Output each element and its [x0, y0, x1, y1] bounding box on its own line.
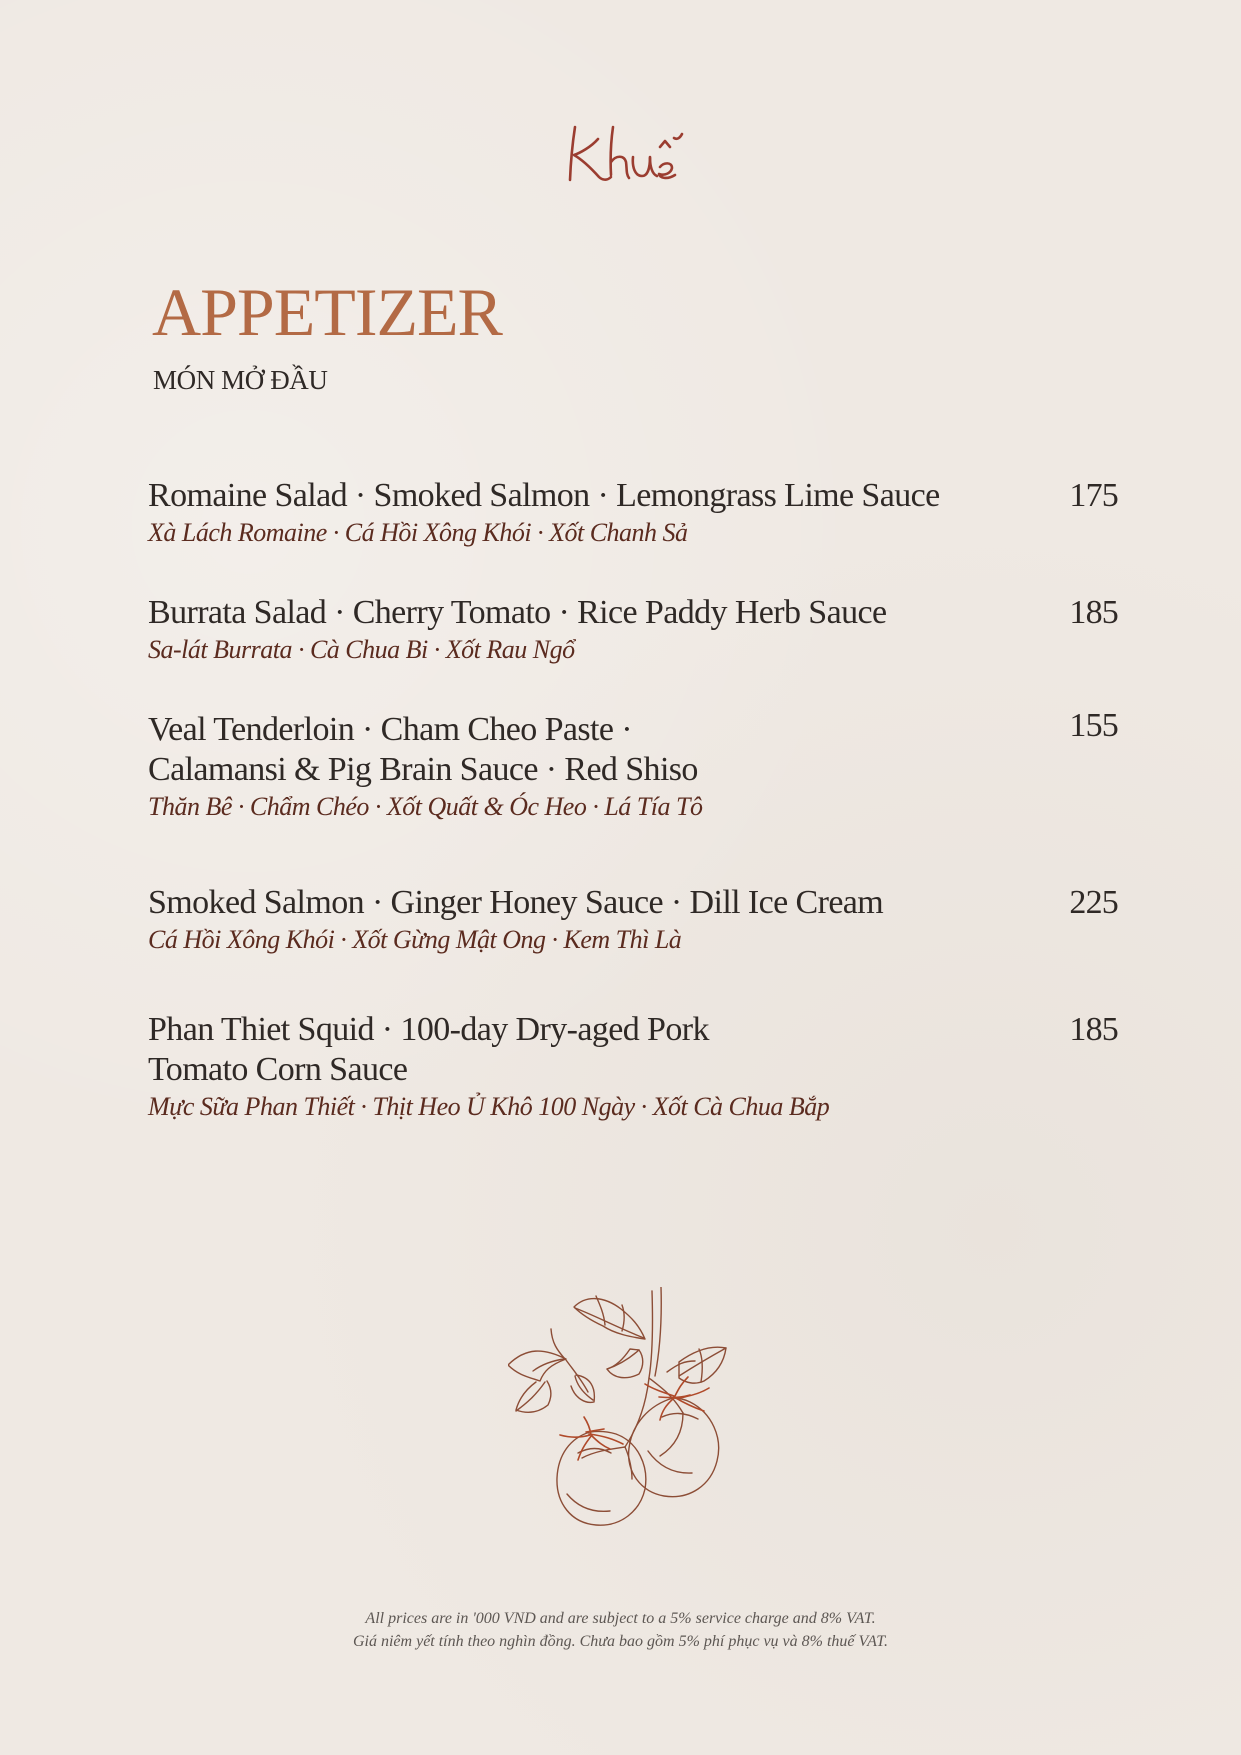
menu-item-english-line-1: Veal Tenderloin · Cham Cheo Paste · [148, 711, 632, 748]
menu-item-price: 185 [1069, 1011, 1118, 1048]
menu-item-vietnamese: Thăn Bê · Chẩm Chéo · Xốt Quất & Óc Heo · Lá Tía Tô [148, 792, 703, 821]
menu-item [148, 1010, 1118, 1123]
section-subtitle: MÓN MỞ ĐẦU [153, 365, 328, 395]
menu-item-english-line-2: Calamansi & Pig Brain Sauce · Red Shiso [148, 751, 698, 788]
footer-english-note: All prices are in '000 VND and are subject to a 5% service charge and 8% VAT. [365, 1610, 876, 1627]
menu-item-price: 185 [1069, 594, 1118, 631]
menu-item-vietnamese: Sa-lát Burrata · Cà Chua Bi · Xốt Rau Ngổ [148, 635, 575, 664]
menu-item-vietnamese: Cá Hồi Xông Khói · Xốt Gừng Mật Ong · Kem Thì Là [148, 925, 682, 954]
menu-item [148, 593, 1118, 666]
menu-item [148, 707, 1118, 823]
menu-item-english-line-1: Phan Thiet Squid · 100-day Dry-aged Pork [148, 1011, 709, 1048]
khue-logo [556, 120, 686, 192]
menu-item-price: 155 [1069, 707, 1118, 744]
menu-item-price: 175 [1069, 477, 1118, 514]
menu-item-english: Smoked Salmon · Ginger Honey Sauce · Dill Ice Cream [148, 884, 884, 921]
menu-item [148, 476, 1118, 549]
section-title: APPETIZER [152, 274, 502, 350]
menu-item-english: Burrata Salad · Cherry Tomato · Rice Paddy Herb Sauce [148, 594, 887, 631]
menu-item-price: 225 [1069, 884, 1118, 921]
menu-item-vietnamese: Mực Sữa Phan Thiết · Thịt Heo Ủ Khô 100 Ngày · Xốt Cà Chua Bắp [148, 1092, 830, 1121]
tomato-vine-illustration [508, 1287, 788, 1557]
menu-item-english: Romaine Salad · Smoked Salmon · Lemongrass Lime Sauce [148, 477, 940, 514]
menu-item [148, 883, 1118, 956]
menu-item-vietnamese: Xà Lách Romaine · Cá Hồi Xông Khói · Xốt Chanh Sả [148, 518, 688, 547]
footer-vietnamese-note: Giá niêm yết tính theo nghìn đồng. Chưa bao gồm 5% phí phục vụ và 8% thuế VAT. [352, 1633, 888, 1650]
menu-item-english-line-2: Tomato Corn Sauce [148, 1051, 408, 1088]
